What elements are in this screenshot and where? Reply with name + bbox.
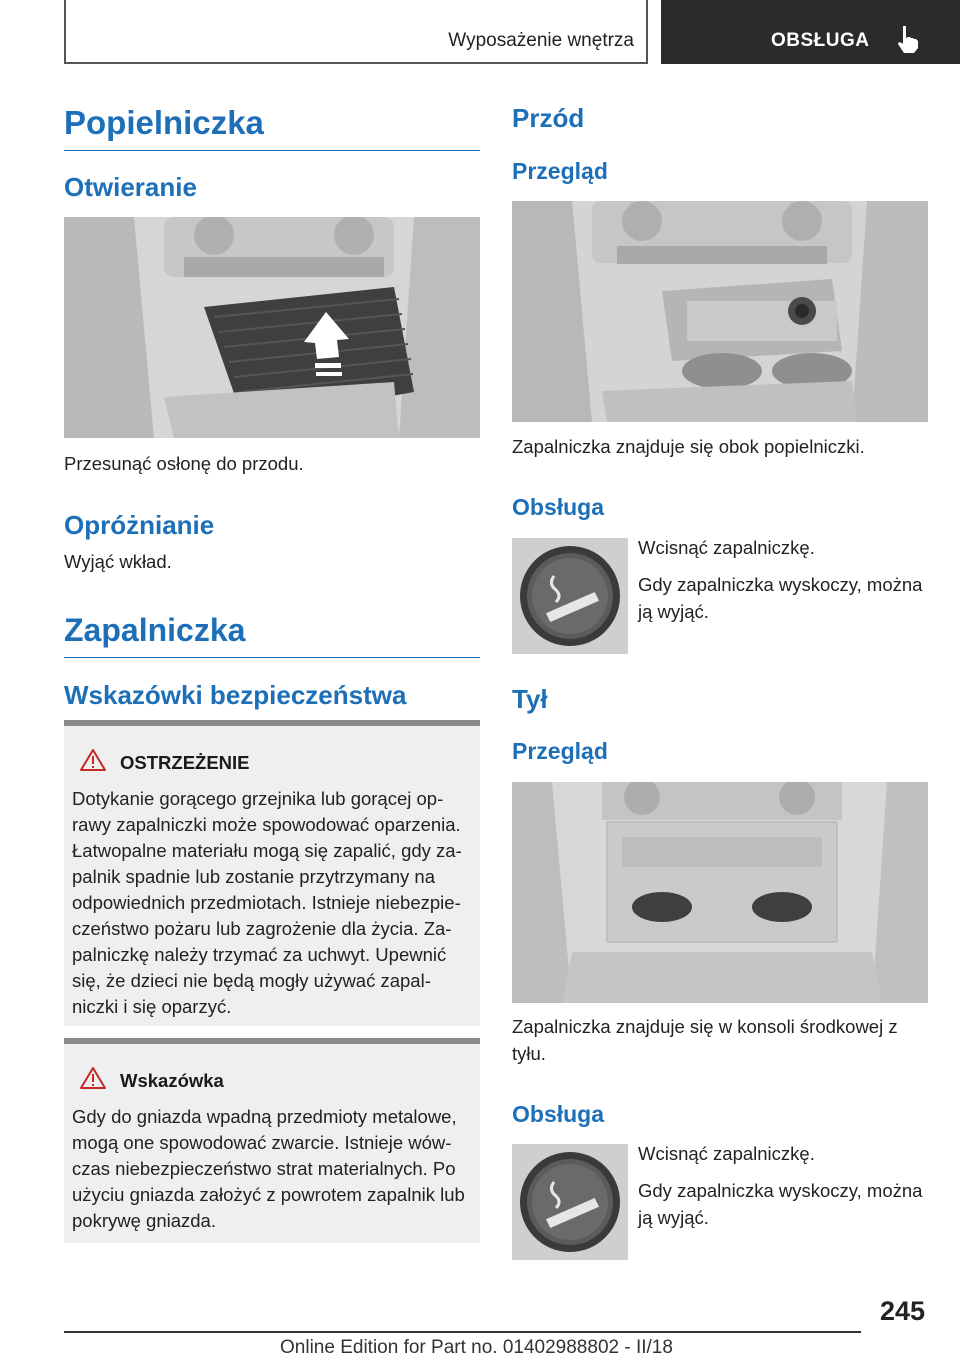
rear-op-step1: Wcisnąć zapalniczkę. [638, 1143, 815, 1164]
rear-caption: Zapalniczka znajduje się w konsoli środkowej z tyłu. [512, 1016, 898, 1064]
heading-safety: Wskazówki bezpieczeństwa [64, 680, 407, 710]
warning-text: Dotykanie gorącego grzejnika lub gorącej op-rawy zapalniczki może spowodować oparzenia. Łatwopalne materiału mogą się zapalić, gdy za-palnik spadnie lub zostanie przytrzymany na odpowiednich przedmiotach. Istnieje niebezpie-czeństwo pożaru lub zagrożenie dla życia. Za-palniczkę należy trzymać za uchwyt. Upewnić się, że dzieci nie będą mogły używać zapal-niczki i się oparzyć. [72, 788, 462, 1017]
page-number: 245 [880, 1296, 926, 1326]
heading-front: Przód [512, 103, 585, 133]
heading-overview-rear: Przegląd [512, 738, 608, 764]
ashtray-photo [64, 217, 480, 438]
lighter-button-photo-front [512, 538, 628, 654]
heading-lighter: Zapalniczka [64, 612, 480, 658]
note-title: Wskazówka [120, 1070, 224, 1091]
warning-title: OSTRZEŻENIE [120, 752, 250, 773]
opening-text: Przesunąć osłonę do przodu. [64, 453, 304, 474]
header-chapter-tab [661, 0, 960, 64]
note-text: Gdy do gniazda wpadną przedmioty metalowe, mogą one spowodować zwarcie. Istnieje wów-czas niebezpieczeństwo strat materialnych. Po użyciu gniazda założyć z powrotem zapalnik lub pokrywę gniazda. [72, 1106, 465, 1231]
heading-operation-front: Obsługa [512, 494, 605, 520]
note-box [64, 1038, 480, 1243]
heading-rear: Tył [512, 684, 548, 714]
warning-triangle-icon [80, 1066, 106, 1090]
front-op-step1: Wcisnąć zapalniczkę. [638, 537, 815, 558]
warning-box [64, 720, 480, 1026]
heading-ashtray: Popielniczka [64, 104, 480, 151]
header-section-title: Wyposażenie wnętrza [448, 30, 634, 51]
emptying-text: Wyjąć wkład. [64, 551, 172, 572]
footer-rule [64, 1331, 861, 1333]
warning-triangle-icon [80, 748, 106, 772]
header-section-box [64, 0, 648, 64]
heading-emptying: Opróżnianie [64, 510, 215, 540]
front-console-photo [512, 201, 928, 422]
header-chapter-title: OBSŁUGA [771, 30, 870, 51]
rear-op-step2: Gdy zapalniczka wyskoczy, można ją wyjąć. [638, 1180, 923, 1228]
front-caption: Zapalniczka znajduje się obok popielniczki. [512, 436, 865, 457]
lighter-button-photo-rear [512, 1144, 628, 1260]
rear-console-photo [512, 782, 928, 1003]
heading-overview-front: Przegląd [512, 158, 608, 184]
footer-edition: Online Edition for Part no. 01402988802 - II/18 [280, 1337, 673, 1358]
pointing-hand-icon [894, 24, 922, 54]
front-operation-text [638, 534, 930, 635]
rear-operation-text [638, 1140, 930, 1241]
heading-operation-rear: Obsługa [512, 1101, 605, 1127]
front-op-step2: Gdy zapalniczka wyskoczy, można ją wyjąć. [638, 574, 923, 622]
heading-opening: Otwieranie [64, 172, 197, 202]
